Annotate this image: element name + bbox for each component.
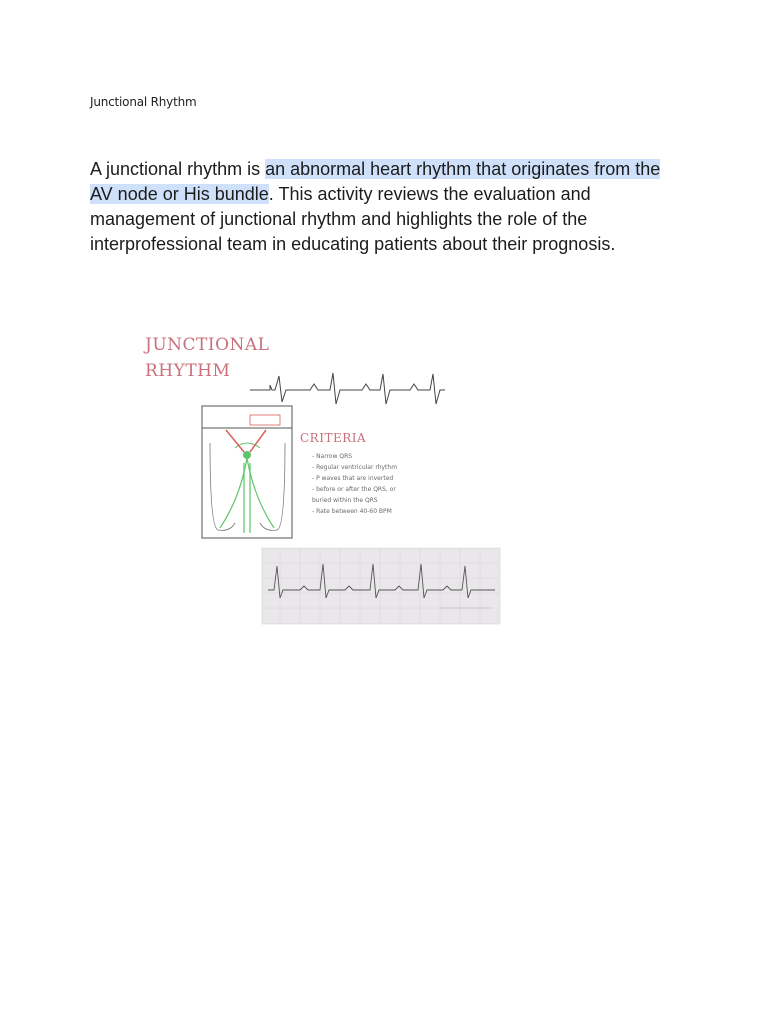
body-paragraph <box>90 157 680 257</box>
top-ecg-trace <box>250 373 445 404</box>
ecg-paper-strip <box>262 548 500 624</box>
criteria-item: - Narrow QRS <box>312 453 353 460</box>
figure-title-line2: RHYTHM <box>145 361 231 381</box>
paragraph-rest: . This activity reviews the evaluation and management of junctional rhythm and highlights the role of the interprofessional team in educating patients about their prognosis. <box>90 184 616 254</box>
heart-conduction-diagram <box>202 406 292 538</box>
figure-title-line1: JUNCTIONAL <box>145 335 270 355</box>
criteria-item: - before or after the QRS, or <box>312 486 396 493</box>
criteria-heading: CRITERIA <box>300 431 367 445</box>
criteria-item: - Regular ventricular rhythm <box>312 464 398 471</box>
highlighted-definition: an abnormal heart rhythm that originates from the AV node or His bundle <box>90 159 661 204</box>
criteria-item: buried within the QRS <box>312 497 378 504</box>
paragraph-lead: A junctional rhythm is <box>90 159 266 179</box>
junctional-rhythm-figure <box>140 318 505 628</box>
criteria-item: - Rate between 40-60 BPM <box>312 508 392 515</box>
document-title: Junctional Rhythm <box>90 95 197 109</box>
criteria-item: - P waves that are inverted <box>312 475 394 482</box>
